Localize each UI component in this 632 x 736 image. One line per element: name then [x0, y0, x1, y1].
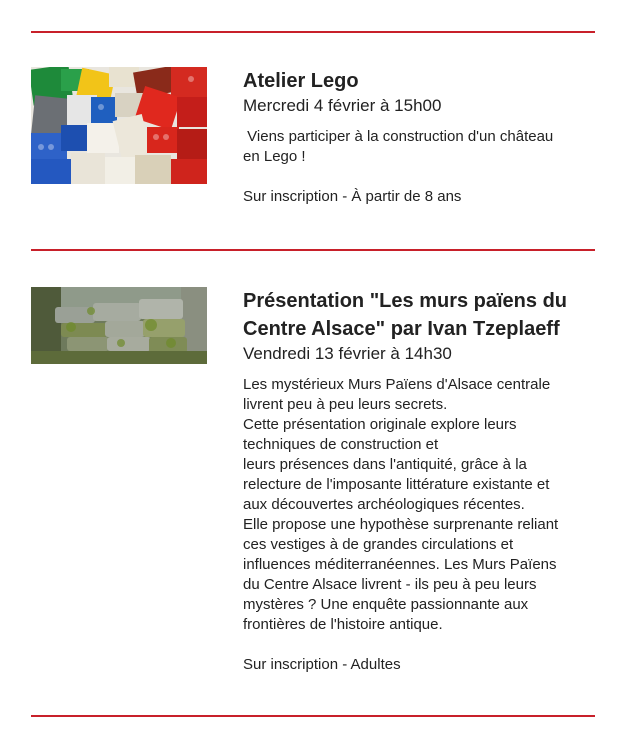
description-line: influences méditerranéennes. Les Murs Païens [243, 556, 557, 573]
event-registration-note: Sur inscription - À partir de 8 ans [243, 188, 462, 205]
description-line: Elle propose une hypothèse surprenante reliant [243, 516, 559, 533]
description-line: ces vestiges à de grandes circulations et [243, 536, 514, 553]
description-line: du Centre Alsace livrent - ils peu à peu leurs [243, 576, 537, 593]
event-title [243, 287, 595, 343]
event-title-line: Présentation "Les murs païens du [243, 290, 568, 312]
divider-bottom [31, 715, 595, 717]
description-line: techniques de construction et [243, 436, 439, 453]
divider-middle [31, 249, 595, 251]
description-line: mystères ? Une enquête passionnante aux [243, 596, 529, 613]
description-line: livrent peu à peu leurs secrets. [243, 396, 448, 413]
event-registration-note: Sur inscription - Adultes [243, 656, 401, 673]
divider-top [31, 31, 595, 33]
description-line: Viens participer à la construction d'un château [243, 128, 554, 145]
lego-bricks-image [31, 67, 207, 184]
event-description [243, 127, 595, 167]
event-presentation-murs-paiens [31, 287, 595, 687]
description-line: Cette présentation originale explore leurs [243, 416, 517, 433]
event-title: Atelier Lego [243, 70, 359, 92]
description-line: leurs présences dans l'antiquité, grâce à la [243, 456, 527, 473]
description-line: Les mystérieux Murs Païens d'Alsace centrale [243, 376, 551, 393]
description-line: frontières de l'histoire antique. [243, 616, 443, 633]
event-atelier-lego [31, 67, 595, 217]
description-line: en Lego ! [243, 148, 306, 165]
description-line: relecture de l'imposante littérature existante et [243, 476, 550, 493]
description-line: aux découvertes archéologiques récentes. [243, 496, 525, 513]
event-date: Mercredi 4 février à 15h00 [243, 96, 442, 115]
stone-wall-image [31, 287, 207, 364]
event-description [243, 375, 595, 635]
event-title-line: Centre Alsace" par Ivan Tzeplaeff [243, 318, 560, 340]
event-date: Vendredi 13 février à 14h30 [243, 344, 452, 363]
